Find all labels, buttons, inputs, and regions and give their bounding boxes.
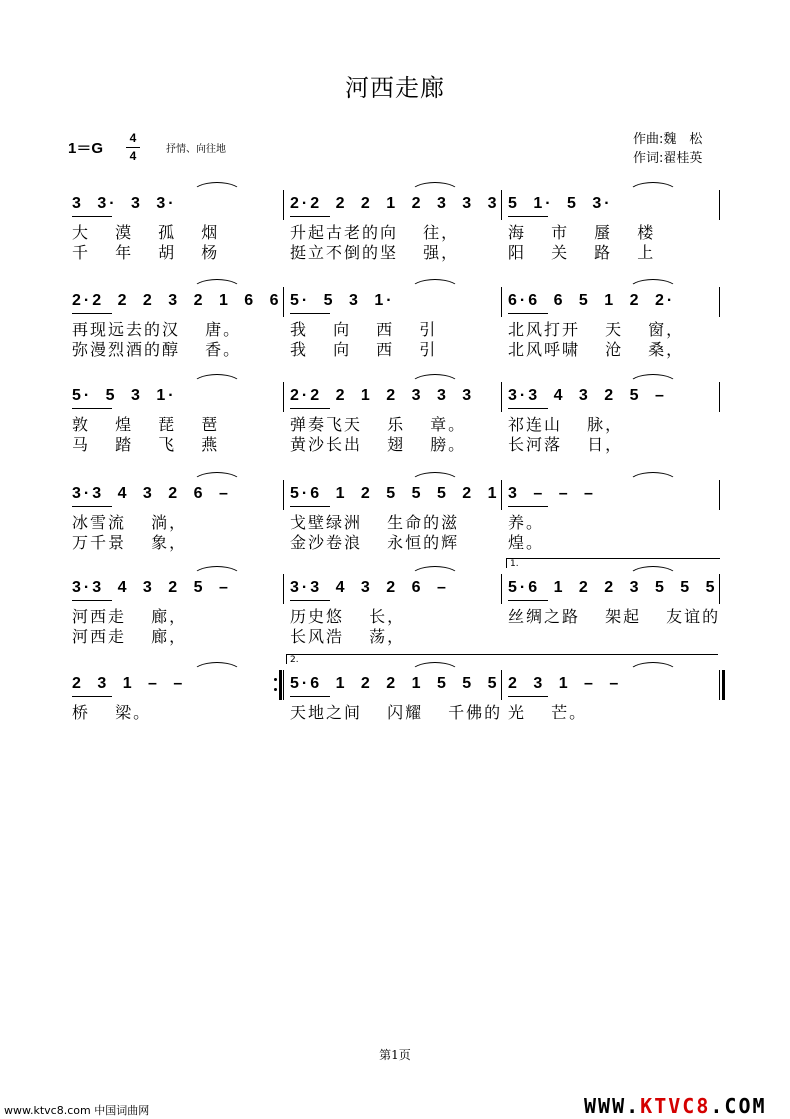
underline-beam (72, 216, 112, 217)
bar-line (719, 670, 720, 700)
measure-notes: 5· 5 3 1· (290, 292, 395, 309)
final-barline (722, 670, 725, 700)
bar-line (501, 287, 502, 317)
lyric-verse-1: 光 芒。 (508, 703, 588, 722)
lyric-verse-2: 河西走 廊， (72, 627, 188, 646)
lyric-verse-1: 天地之间 闪耀 千佛的 (290, 703, 503, 722)
bar-line (501, 190, 502, 220)
slur (628, 374, 678, 385)
underline-beam (290, 696, 330, 697)
page-number: 第1页 (379, 1048, 411, 1062)
bar-line (719, 480, 720, 510)
time-signature (126, 131, 140, 164)
slur (410, 374, 460, 385)
measure-notes: 2 3 1 – – (508, 675, 622, 692)
underline-beam (290, 313, 330, 314)
measure-notes: 5 1· 5 3· (508, 195, 613, 212)
lyric-verse-1: 再现远去的汉 唐。 (72, 320, 242, 339)
underline-beam (290, 600, 330, 601)
score-row (0, 380, 790, 470)
slur (628, 279, 678, 290)
bar-line (501, 670, 502, 700)
lyric-verse-1: 大 漠 孤 烟 (72, 223, 220, 242)
song-title: 河西走廊 (345, 74, 445, 102)
underline-beam (72, 600, 112, 601)
time-signature-bottom: 4 (129, 149, 137, 163)
bar-line (719, 574, 720, 604)
lyric-verse-1: 弹奏飞天 乐 章。 (290, 415, 467, 434)
bar-line (719, 287, 720, 317)
underline-beam (508, 313, 548, 314)
bar-line (283, 574, 284, 604)
composer-credit: 作曲:魏 松 (633, 132, 703, 147)
lyric-verse-1: 海 市 蜃 楼 (508, 223, 656, 242)
slur (628, 472, 678, 483)
slur (192, 472, 242, 483)
bar-line (283, 480, 284, 510)
time-signature-divider (126, 147, 140, 148)
slur (192, 279, 242, 290)
lyric-verse-2: 金沙卷浪 永恒的辉 (290, 533, 460, 552)
repeat-barline (279, 670, 282, 700)
lyricist-credit: 作词:翟桂英 (633, 151, 703, 166)
measure-notes: 2 3 1 – – (72, 675, 186, 692)
lyric-verse-1: 冰雪流 淌， (72, 513, 188, 532)
lyric-verse-2: 我 向 西 引 (290, 340, 438, 359)
bar-line (501, 574, 502, 604)
measure-notes: 5· 5 3 1· (72, 387, 177, 404)
bar-line (719, 382, 720, 412)
measure-notes: 3 – – – (508, 485, 596, 502)
lyric-verse-2: 万千景 象， (72, 533, 188, 552)
bar-line (283, 190, 284, 220)
score-row (0, 188, 790, 278)
score-row (0, 559, 790, 662)
key-signature: 1＝G (68, 140, 104, 157)
measure-notes: 5·6 1 2 5 5 5 2 1 (290, 485, 500, 502)
slur (410, 472, 460, 483)
underline-beam (290, 408, 330, 409)
bar-line (501, 480, 502, 510)
measure-notes: 2·2 2 1 2 3 3 3 (290, 387, 475, 404)
slur (192, 374, 242, 385)
bar-line (283, 287, 284, 317)
lyric-verse-1: 戈壁绿洲 生命的滋 (290, 513, 460, 532)
lyric-verse-1: 升起古老的向 往， (290, 223, 460, 242)
lyric-verse-2: 阳 关 路 上 (508, 243, 656, 262)
time-signature-top: 4 (129, 131, 137, 145)
watermark-right (584, 1094, 767, 1118)
underline-beam (508, 506, 548, 507)
measure-notes: 5·6 1 2 2 1 5 5 5 (290, 675, 500, 692)
measure-notes: 6·6 6 5 1 2 2· (508, 292, 676, 309)
lyric-verse-2: 长河落 日， (508, 435, 624, 454)
measure-notes: 5·6 1 2 2 3 5 5 5 (508, 579, 718, 596)
measure-notes: 2·2 2 2 1 2 3 3 3 (290, 195, 500, 212)
lyric-verse-1: 祁连山 脉， (508, 415, 624, 434)
underline-beam (72, 696, 112, 697)
lyric-verse-1: 桥 梁。 (72, 703, 152, 722)
underline-beam (508, 408, 548, 409)
slur (410, 279, 460, 290)
lyric-verse-1: 我 向 西 引 (290, 320, 438, 339)
lyric-verse-2: 弥漫烈酒的醇 香。 (72, 340, 242, 359)
lyric-verse-1: 北风打开 天 窗， (508, 320, 685, 339)
lyric-verse-2: 长风浩 荡， (290, 627, 406, 646)
lyric-verse-2: 挺立不倒的坚 强， (290, 243, 460, 262)
underline-beam (72, 313, 112, 314)
underline-beam (290, 506, 330, 507)
underline-beam (72, 506, 112, 507)
underline-beam (508, 600, 548, 601)
lyric-verse-1: 养。 (508, 513, 545, 532)
underline-beam (508, 216, 548, 217)
slur (410, 182, 460, 193)
measure-notes: 2·2 2 2 3 2 1 6 6 (72, 292, 282, 309)
bar-line (283, 670, 284, 700)
tempo-marking: 抒情、向往地 (166, 144, 226, 155)
measure-notes: 3·3 4 3 2 6 – (72, 485, 231, 502)
measure-notes: 3 3· 3 3· (72, 195, 177, 212)
lyric-verse-2: 煌。 (508, 533, 545, 552)
lyric-verse-2: 千 年 胡 杨 (72, 243, 220, 262)
lyric-verse-2: 马 踏 飞 燕 (72, 435, 220, 454)
volta-bracket (506, 558, 720, 568)
lyric-verse-1: 河西走 廊， (72, 607, 188, 626)
measure-notes: 3·3 4 3 2 6 – (290, 579, 449, 596)
slur (192, 662, 242, 673)
underline-beam (508, 696, 548, 697)
lyric-verse-2: 黄沙长出 翅 膀。 (290, 435, 467, 454)
watermark-ktvc8: KTVC8 (640, 1094, 711, 1118)
slur (628, 182, 678, 193)
repeat-dot (274, 688, 277, 691)
underline-beam (290, 216, 330, 217)
volta-label: 2. (290, 655, 299, 665)
watermark-left: www.ktvc8.com 中国词曲网 (4, 1104, 150, 1117)
lyric-verse-1: 敦 煌 琵 琶 (72, 415, 220, 434)
watermark-www: WWW. (584, 1094, 641, 1118)
score-row (0, 478, 790, 568)
lyric-verse-1: 历史悠 长， (290, 607, 406, 626)
score-row (0, 285, 790, 375)
slur (192, 182, 242, 193)
watermark-com: .COM (710, 1094, 767, 1118)
bar-line (719, 190, 720, 220)
bar-line (283, 382, 284, 412)
measure-notes: 3·3 4 3 2 5 – (508, 387, 667, 404)
repeat-dot (274, 678, 277, 681)
score-row (0, 655, 790, 758)
lyric-verse-2: 北风呼啸 沧 桑， (508, 340, 685, 359)
underline-beam (72, 408, 112, 409)
measure-notes: 3·3 4 3 2 5 – (72, 579, 231, 596)
volta-label: 1. (510, 559, 519, 569)
lyric-verse-1: 丝绸之路 架起 友谊的 (508, 607, 721, 626)
bar-line (501, 382, 502, 412)
